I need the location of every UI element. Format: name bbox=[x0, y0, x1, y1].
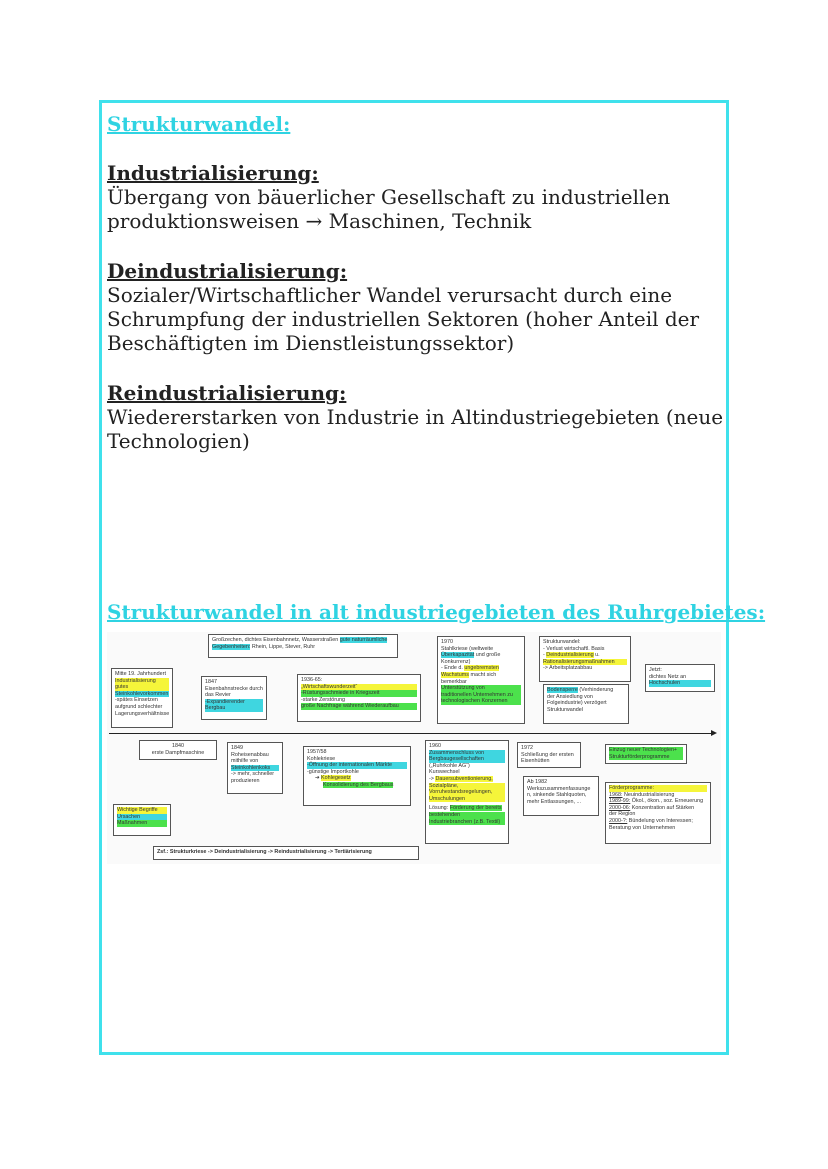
box-line: Werkszusammenfassunge bbox=[527, 785, 591, 792]
timeline-axis bbox=[109, 733, 713, 734]
arrow-icon: ➔ bbox=[315, 775, 320, 782]
box-line: bemerkbar bbox=[441, 678, 467, 685]
box-line: -Rüstungsschmiede in Kriegszeit bbox=[301, 690, 417, 697]
box-line: Ab 1982 bbox=[527, 779, 548, 785]
box-line: Dauersubventionierung, bbox=[435, 775, 493, 782]
box-line: 2000-?: bbox=[609, 817, 628, 824]
summary-line: Zsf.: Strukturkriese -> Deindustrialisierung -> Reindustrialisierung -> Tertiärisierung bbox=[157, 849, 372, 855]
box-line: n, sinkende Stahlquoten, bbox=[527, 792, 587, 799]
box-line: Schließung der ersten bbox=[521, 751, 574, 758]
box-line: Beratung von Unternehmen bbox=[609, 824, 676, 831]
box-line: große Nachfrage während Wiederaufbau bbox=[301, 703, 417, 710]
box-line: Eisenbahnstrecke durch bbox=[205, 685, 263, 692]
box-line: Lösung: bbox=[429, 805, 449, 812]
box-jetzt bbox=[645, 664, 715, 692]
legend-item: Ursachen bbox=[117, 814, 167, 821]
box-line: -starke Zerstörung bbox=[301, 696, 346, 703]
box-line: Neuindustrialisierung bbox=[624, 791, 675, 798]
box-line: produzieren bbox=[231, 777, 260, 784]
box-line: - Verlust wirtschaftl. Basis bbox=[543, 645, 605, 652]
box-line: -> mehr, schneller bbox=[231, 771, 274, 778]
box-line: 1840 bbox=[172, 743, 184, 749]
box-geo bbox=[208, 634, 398, 658]
box-1936-65 bbox=[297, 674, 421, 722]
box-line: technologischen Konzernen bbox=[441, 698, 521, 705]
box-zusammenfassung bbox=[153, 846, 419, 860]
box-line: Ökol., ökon., soz. Erneuerung bbox=[631, 798, 704, 805]
box-line: Bodensperre bbox=[547, 687, 578, 693]
box-line: „Wirtschaftswunderzeit“ bbox=[301, 684, 417, 691]
section-heading: Industrialisierung: bbox=[107, 161, 319, 185]
box-line: Förderprogramme: bbox=[609, 785, 707, 792]
box-legend bbox=[113, 804, 171, 836]
section-industrialisierung bbox=[107, 161, 670, 233]
box-line: 1957/58 bbox=[307, 749, 327, 755]
box-line: -spätes Einsetzen bbox=[115, 697, 158, 704]
box-1847 bbox=[201, 676, 267, 720]
section-line: Wiedererstarken von Industrie in Altindustriegebieten (neue bbox=[107, 405, 724, 429]
box-line: Bündelung von Interessen; bbox=[628, 817, 693, 824]
box-line: -> bbox=[429, 775, 434, 782]
box-line: Rationalisierungsmaßnahmen bbox=[543, 659, 627, 666]
box-line: Stahlkriese (weltweite bbox=[441, 645, 494, 652]
box-line: Konsolidierung des Bergbaus bbox=[323, 781, 394, 788]
box-line: macht sich bbox=[470, 671, 497, 678]
box-line: Sozialpläne, bbox=[429, 783, 505, 790]
box-line: ungebremsten bbox=[464, 665, 499, 672]
box-line: gutes bbox=[115, 684, 169, 691]
geo-text: Großzechen, dichtes Eisenbahnnetz, Wasserstraßen bbox=[212, 637, 339, 643]
page-frame bbox=[99, 100, 729, 1055]
box-line: Folgeindustrie) verzögert bbox=[547, 700, 607, 707]
box-line: dichtes Netz an bbox=[649, 673, 687, 680]
timeline-diagram bbox=[107, 632, 721, 864]
box-strukturwandel bbox=[539, 636, 631, 682]
box-line: Einzug neuer Technologien+ bbox=[609, 747, 683, 754]
box-line: Wachstums bbox=[441, 671, 469, 678]
box-line: Vorruhestandsregelungen, bbox=[429, 789, 505, 796]
box-line: der Region bbox=[609, 811, 636, 818]
section-line: Beschäftigten im Dienstleistungssektor) bbox=[107, 331, 515, 355]
box-line: 1960 bbox=[429, 743, 441, 749]
box-line: mehr Entlassungen, ... bbox=[527, 798, 581, 805]
box-line: (Verhinderung bbox=[579, 687, 614, 693]
box-line: mithilfe von bbox=[231, 758, 259, 765]
geo-text: Rhein, Lippe, Stever, Ruhr bbox=[251, 643, 316, 650]
box-line: 1972 bbox=[521, 745, 533, 751]
doc-title bbox=[107, 112, 290, 136]
box-mitte-19jh bbox=[111, 668, 173, 728]
section-deindustrialisierung bbox=[107, 259, 699, 355]
box-1960 bbox=[425, 740, 509, 844]
section-line: Technologien) bbox=[107, 429, 250, 453]
subtitle bbox=[107, 600, 765, 624]
box-line: Konzentration auf Stärken bbox=[631, 804, 695, 811]
box-line: Strukturwandel: bbox=[543, 639, 581, 645]
box-line: Deindustrialisierung bbox=[546, 652, 594, 659]
box-line: 2000-06: bbox=[609, 804, 631, 811]
box-line: Mitte 19. Jahrhundert bbox=[115, 671, 166, 677]
box-line: („Ruhrkohle AG“) bbox=[429, 762, 470, 769]
box-1970 bbox=[437, 636, 525, 724]
box-line: 1936-65: bbox=[301, 677, 323, 683]
box-line: 1970 bbox=[441, 639, 453, 645]
box-line: Strukturwandel bbox=[547, 706, 583, 713]
box-neue-technologien bbox=[605, 744, 687, 764]
box-1840 bbox=[139, 740, 217, 760]
box-line: der Ansiedlung von bbox=[547, 693, 593, 700]
box-line: Jetzt: bbox=[649, 667, 662, 673]
box-foerderprogramme bbox=[605, 782, 711, 844]
section-line: Sozialer/Wirtschaftlicher Wandel verursacht durch eine bbox=[107, 283, 673, 307]
box-line: Umschulungen bbox=[429, 796, 505, 803]
section-heading: Reindustrialisierung: bbox=[107, 381, 347, 405]
box-line: Eisenhütten bbox=[521, 758, 550, 765]
geo-highlight: gute naturräumliche bbox=[339, 637, 388, 643]
box-line: Steinkohlenkoks bbox=[231, 765, 279, 772]
box-1972 bbox=[517, 742, 581, 768]
box-line: das Revier bbox=[205, 692, 231, 699]
box-line: Strukturförderprogramme bbox=[609, 754, 683, 761]
box-line: Kohlekriese bbox=[307, 755, 336, 762]
box-line: Konkurrenz) bbox=[441, 658, 471, 665]
box-line: -> Arbeitsplatzabbau bbox=[543, 665, 593, 672]
box-line: - bbox=[543, 652, 545, 659]
box-line: erste Dampfmaschine bbox=[151, 749, 205, 756]
box-line: 1989-99: bbox=[609, 798, 631, 805]
box-line: und große bbox=[475, 652, 501, 659]
box-line: 1847 bbox=[205, 679, 217, 685]
box-line: Kohlegesetz bbox=[321, 775, 351, 782]
box-line: Unterstützung von bbox=[441, 685, 521, 692]
timeline-arrow-icon bbox=[711, 730, 717, 736]
box-line: Bergbau bbox=[205, 705, 263, 712]
box-ab-1982 bbox=[523, 776, 599, 816]
box-line: Hochschulen bbox=[649, 680, 711, 687]
box-line: bestehenden bbox=[429, 812, 505, 819]
box-line: -günstige Importkohle bbox=[307, 768, 359, 775]
legend-item: Maßnahmen bbox=[117, 820, 167, 827]
box-line: 1849 bbox=[231, 745, 243, 751]
section-reindustrialisierung bbox=[107, 381, 723, 453]
box-line: Roheisenabbau bbox=[231, 751, 269, 758]
subtitle-text: Strukturwandel in alt industriegebieten des Ruhrgebietes: bbox=[107, 600, 766, 624]
box-line: Überkapazität bbox=[441, 652, 475, 659]
box-line: traditionellen Unternehmen zu bbox=[441, 692, 521, 699]
box-line: - Ende d. bbox=[441, 665, 463, 672]
box-line: Förderung der bereits bbox=[449, 805, 502, 812]
box-line: u. bbox=[595, 652, 600, 659]
box-line: Zusammenschluss von bbox=[429, 750, 505, 757]
box-line: -Öffnung der internationalen Märkte bbox=[307, 762, 407, 769]
box-line: Bergbaugesellschaften bbox=[429, 756, 505, 763]
section-line: produktionsweisen → Maschinen, Technik bbox=[107, 209, 532, 233]
box-line: Kurswechsel bbox=[429, 769, 460, 776]
box-line: Industrialisierung bbox=[115, 678, 169, 685]
box-line: Steinkohlevorkommen bbox=[115, 690, 169, 697]
box-line: Industriebranchen (z.B. Textil) bbox=[429, 819, 505, 826]
legend-item: Wichtige Begriffe bbox=[117, 807, 167, 814]
box-line: aufgrund schlechter bbox=[115, 703, 163, 710]
section-line: Übergang von bäuerlicher Gesellschaft zu industriellen bbox=[107, 185, 671, 209]
box-1957-58 bbox=[303, 746, 411, 806]
box-1849 bbox=[227, 742, 283, 794]
box-line: Lagerungsverhältnisse bbox=[115, 710, 170, 717]
title-text: Strukturwandel: bbox=[107, 112, 291, 136]
box-line: 1968: bbox=[609, 791, 623, 798]
section-line: Schrumpfung der industriellen Sektoren (hoher Anteil der bbox=[107, 307, 700, 331]
geo-highlight: Gegebenheiten: bbox=[212, 643, 251, 650]
box-bodensperre bbox=[543, 684, 629, 724]
section-heading: Deindustrialisierung: bbox=[107, 259, 348, 283]
box-line: -Expandierender bbox=[205, 699, 263, 706]
